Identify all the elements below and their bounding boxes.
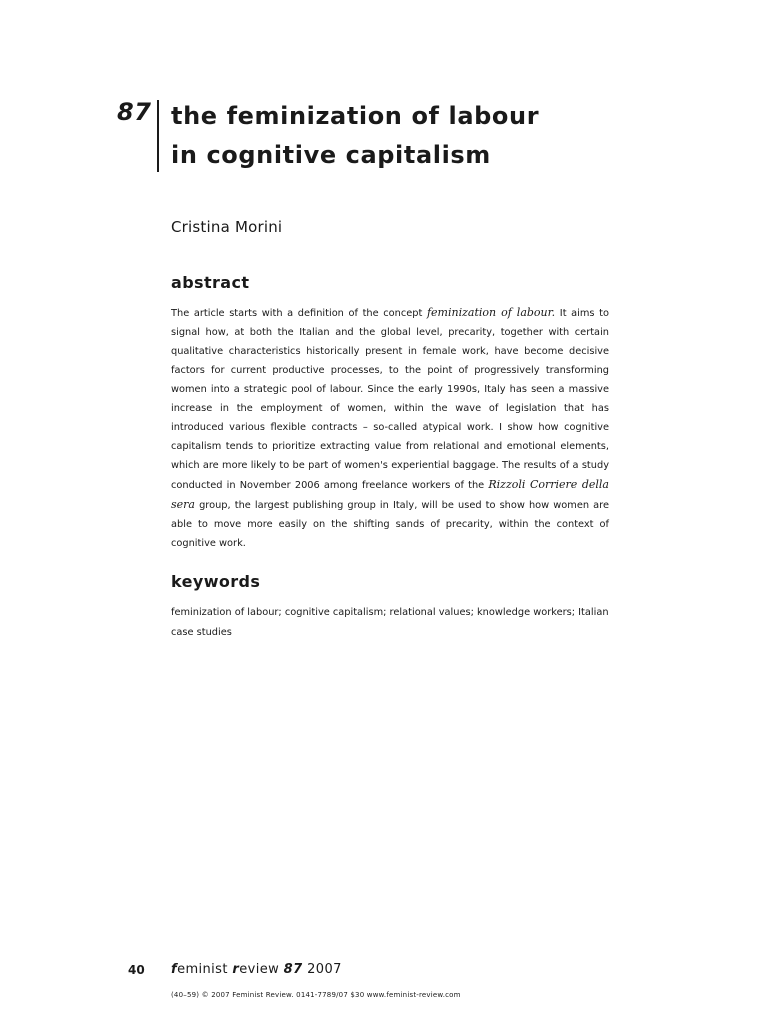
- title-line-1: the feminization of labour: [171, 102, 540, 130]
- abstract-text-2: It aims to signal how, at both the Italian and the global level, precarity, together with certain qualitative characteristics historically present in female work, have become decisive factors for current productive processes, to the point of progressively transforming women into a strategic pool of labour. Since the early 1990s, Italy has seen a massive increase in the employment of women, within the wave of legislation that has introduced various flexible contracts – so-called atypical work. I show how cognitive capitalism tends to prioritize extracting value from relational and emotional elements, which are more likely to be part of women's experiential baggage. The results of a study conducted in November 2006 among freelance workers of the: [171, 308, 609, 491]
- journal-initial-f: f: [171, 962, 178, 977]
- citation-line: (40–59) © 2007 Feminist Review. 0141-7789/07 $30 www.feminist-review.com: [171, 991, 461, 999]
- journal-name: [171, 962, 342, 977]
- issue-number: 87: [117, 98, 152, 126]
- journal-text-1: eminist: [177, 962, 233, 977]
- page-number: 40: [128, 963, 145, 977]
- abstract-term-rizzoli: Rizzoli Corriere della sera: [171, 478, 609, 511]
- abstract-term-feminization: feminization of labour.: [426, 306, 556, 319]
- keywords-list: feminization of labour; cognitive capitalism; relational values; knowledge workers; Italian case studies: [171, 607, 609, 638]
- abstract-text-1: The article starts with a definition of the concept: [171, 308, 427, 319]
- journal-text-2: eview: [239, 962, 284, 977]
- journal-year: 2007: [302, 962, 342, 977]
- keywords-heading: keywords: [171, 572, 261, 591]
- article-title: [171, 97, 691, 175]
- abstract-text-3: group, the largest publishing group in Italy, will be used to show how women are able to move more easily on the shifting sands of precarity, within the context of cognitive work.: [171, 500, 609, 549]
- journal-volume: 87: [283, 962, 303, 977]
- journal-initial-r: r: [232, 962, 240, 977]
- title-line-2: in cognitive capitalism: [171, 141, 491, 169]
- author-name: Cristina Morini: [171, 218, 283, 236]
- title-divider: [157, 100, 159, 172]
- abstract-heading: abstract: [171, 273, 250, 292]
- abstract-body: [171, 303, 609, 553]
